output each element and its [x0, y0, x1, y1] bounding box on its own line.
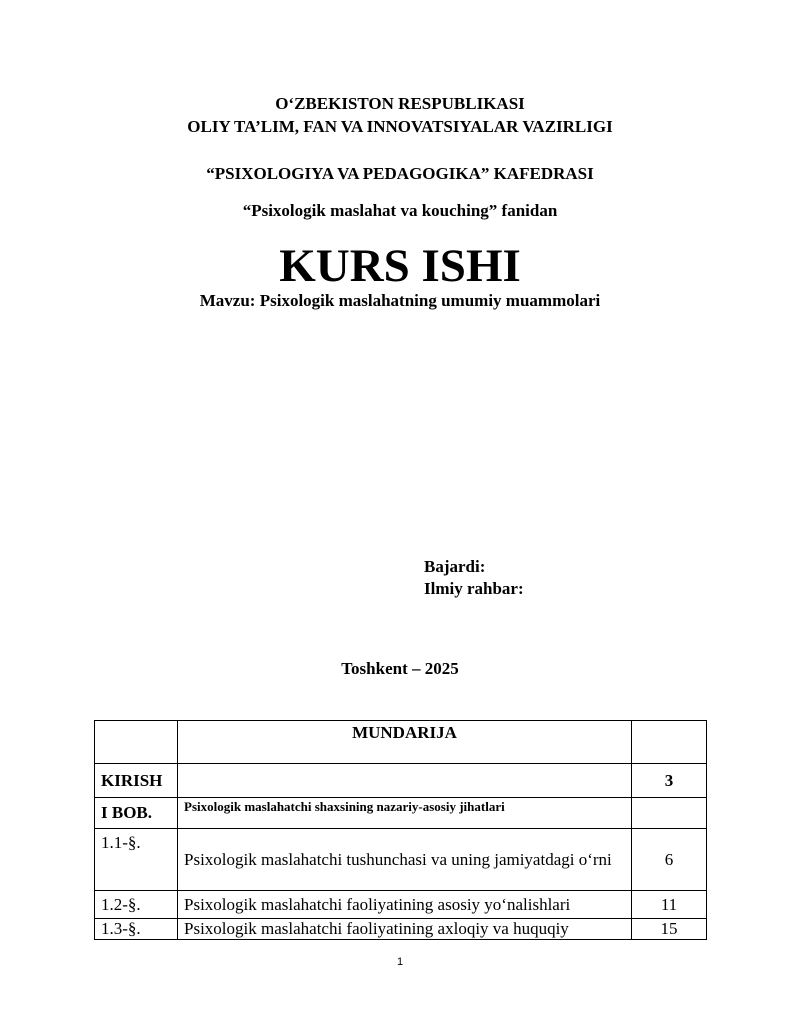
toc-heading: MUNDARIJA: [178, 721, 632, 764]
ministry-country-line: O‘ZBEKISTON RESPUBLIKASI: [275, 94, 525, 113]
toc-row-number: I BOB.: [95, 798, 178, 829]
table-of-contents: [94, 720, 707, 940]
subject-line: “Psixologik maslahat va kouching” fanidan: [242, 201, 558, 220]
toc-row-number: 1.1-§.: [95, 829, 178, 891]
toc-row: [95, 764, 707, 798]
supervisor-label: Ilmiy rahbar:: [424, 579, 524, 598]
toc-row-title: Psixologik maslahatchi faoliyatining asosiy yo‘nalishlari: [178, 891, 632, 919]
toc-row-page: 15: [632, 919, 707, 940]
toc-row-page: 11: [632, 891, 707, 919]
document-title: KURS ISHI: [279, 240, 521, 292]
toc-header-blank-cell: [95, 721, 178, 764]
toc-row: [95, 798, 707, 829]
city-year-line: Toshkent – 2025: [341, 659, 459, 678]
toc-row-number: 1.3-§.: [95, 919, 178, 940]
toc-row-page: [632, 798, 707, 829]
toc-row-page: 6: [632, 829, 707, 891]
toc-header-blank-cell: [632, 721, 707, 764]
toc-row: [95, 891, 707, 919]
topic-line: Mavzu: Psixologik maslahatning umumiy muammolari: [199, 291, 601, 310]
toc-row: [95, 919, 707, 940]
performed-by-label: Bajardi:: [424, 557, 486, 576]
toc-header-row: [95, 721, 707, 764]
toc-row: [95, 829, 707, 891]
toc-row-title: [178, 764, 632, 798]
toc-row-number: KIRISH: [95, 764, 178, 798]
page-number: 1: [396, 956, 404, 968]
toc-row-title: Psixologik maslahatchi shaxsining nazariy-asosiy jihatlari: [178, 798, 632, 829]
toc-row-title: Psixologik maslahatchi tushunchasi va uning jamiyatdagi o‘rni: [178, 829, 632, 891]
ministry-name-line: OLIY TA’LIM, FAN VA INNOVATSIYALAR VAZIRLIGI: [187, 117, 613, 136]
toc-row-number: 1.2-§.: [95, 891, 178, 919]
toc-row-title: Psixologik maslahatchi faoliyatining axloqiy va huquqiy: [178, 919, 632, 940]
department-line: “PSIXOLOGIYA VA PEDAGOGIKA” KAFEDRASI: [206, 164, 594, 183]
toc-row-page: 3: [632, 764, 707, 798]
